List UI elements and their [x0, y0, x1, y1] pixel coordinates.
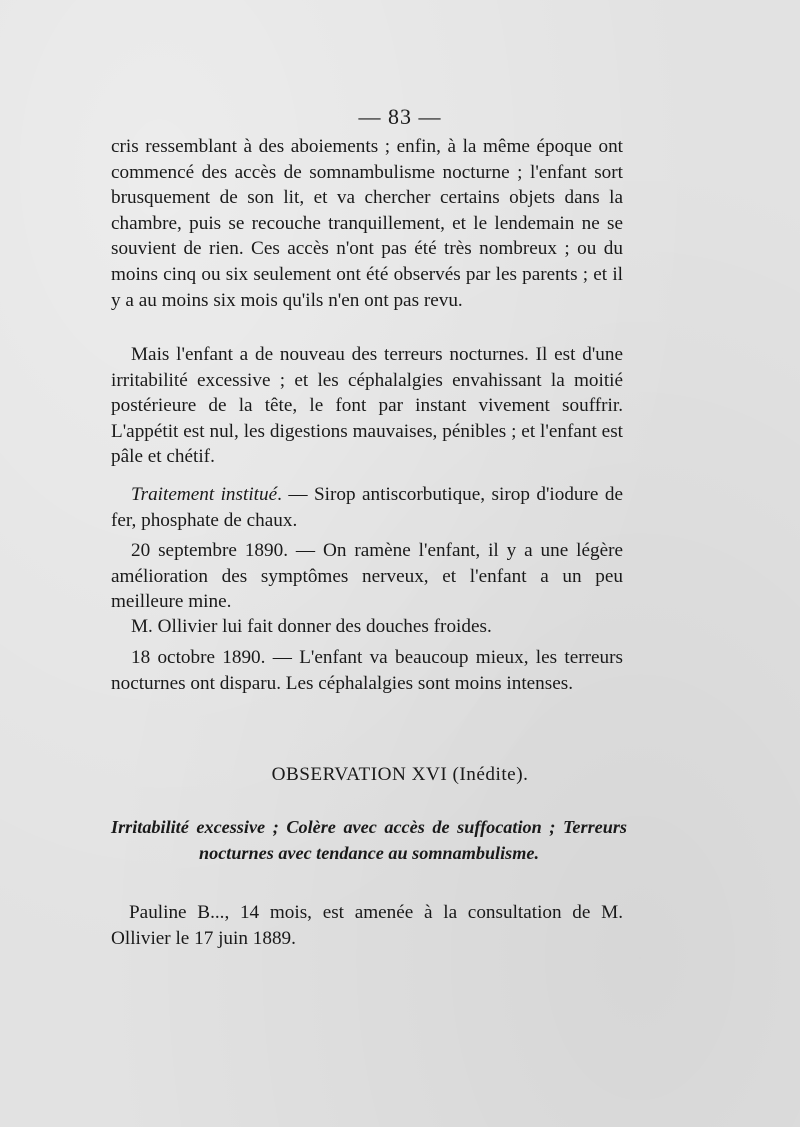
paragraph-continuation: [111, 134, 623, 313]
entry-1: 20 septembre 1890. — On ramène l'enfant, il y a une légère amélioration des symptômes nerveux, et l'enfant a un peu meilleure mine.: [111, 540, 623, 613]
entry-october: [111, 645, 623, 696]
paragraph-1: cris ressemblant à des aboiements ; enfin, à la même époque ont commencé des accès de somnambulisme nocturne ; l'enfant sort brusquement de son lit, et va chercher certains objets dans la chambre, puis se recouche tranquillement, et le lendemain ne se souvient de rien. Ces accès n'ont pas été très nombreux ; ou du moins cinq ou six seulement ont été observés par les parents ; et il y a au moins six mois qu'ils n'en ont pas revu.: [111, 136, 623, 311]
treatment-body: . — Sirop antiscorbutique, sirop d'iodure de fer, phosphate de chaux.: [111, 484, 623, 531]
treatment-label: Traitement institué: [131, 484, 278, 505]
treatment-text: [111, 482, 623, 533]
entry-3: 18 octobre 1890. — L'enfant va beaucoup mieux, les terreurs nocturnes ont disparu. Les céphalalgies sont moins intenses.: [111, 647, 623, 694]
final-paragraph: Pauline B..., 14 mois, est amenée à la consultation de M. Ollivier le 17 juin 1889.: [111, 902, 623, 949]
paragraph-2: Mais l'enfant a de nouveau des terreurs nocturnes. Il est d'une irritabilité excessive ; et les céphalalgies envahissant la moitié postérieure de la tête, le font par instant vivement souffrir. L'appétit est nul, les digestions mauvaises, pénibles ; et l'enfant est pâle et chétif.: [111, 344, 623, 468]
entry-douches: [111, 614, 623, 640]
treatment-paragraph: [111, 482, 623, 533]
observation-subtitle: Irritabilité excessive ; Colère avec accès de suffocation ; Terreurs nocturnes avec tendance au somnambulisme.: [111, 817, 627, 863]
entry-2: M. Ollivier lui fait donner des douches froides.: [131, 616, 492, 637]
page-number: — 83 —: [358, 104, 442, 129]
paragraph-symptoms: [111, 342, 623, 470]
observation-title: OBSERVATION XVI (Inédite).: [271, 764, 529, 785]
entry-september: [111, 538, 623, 615]
